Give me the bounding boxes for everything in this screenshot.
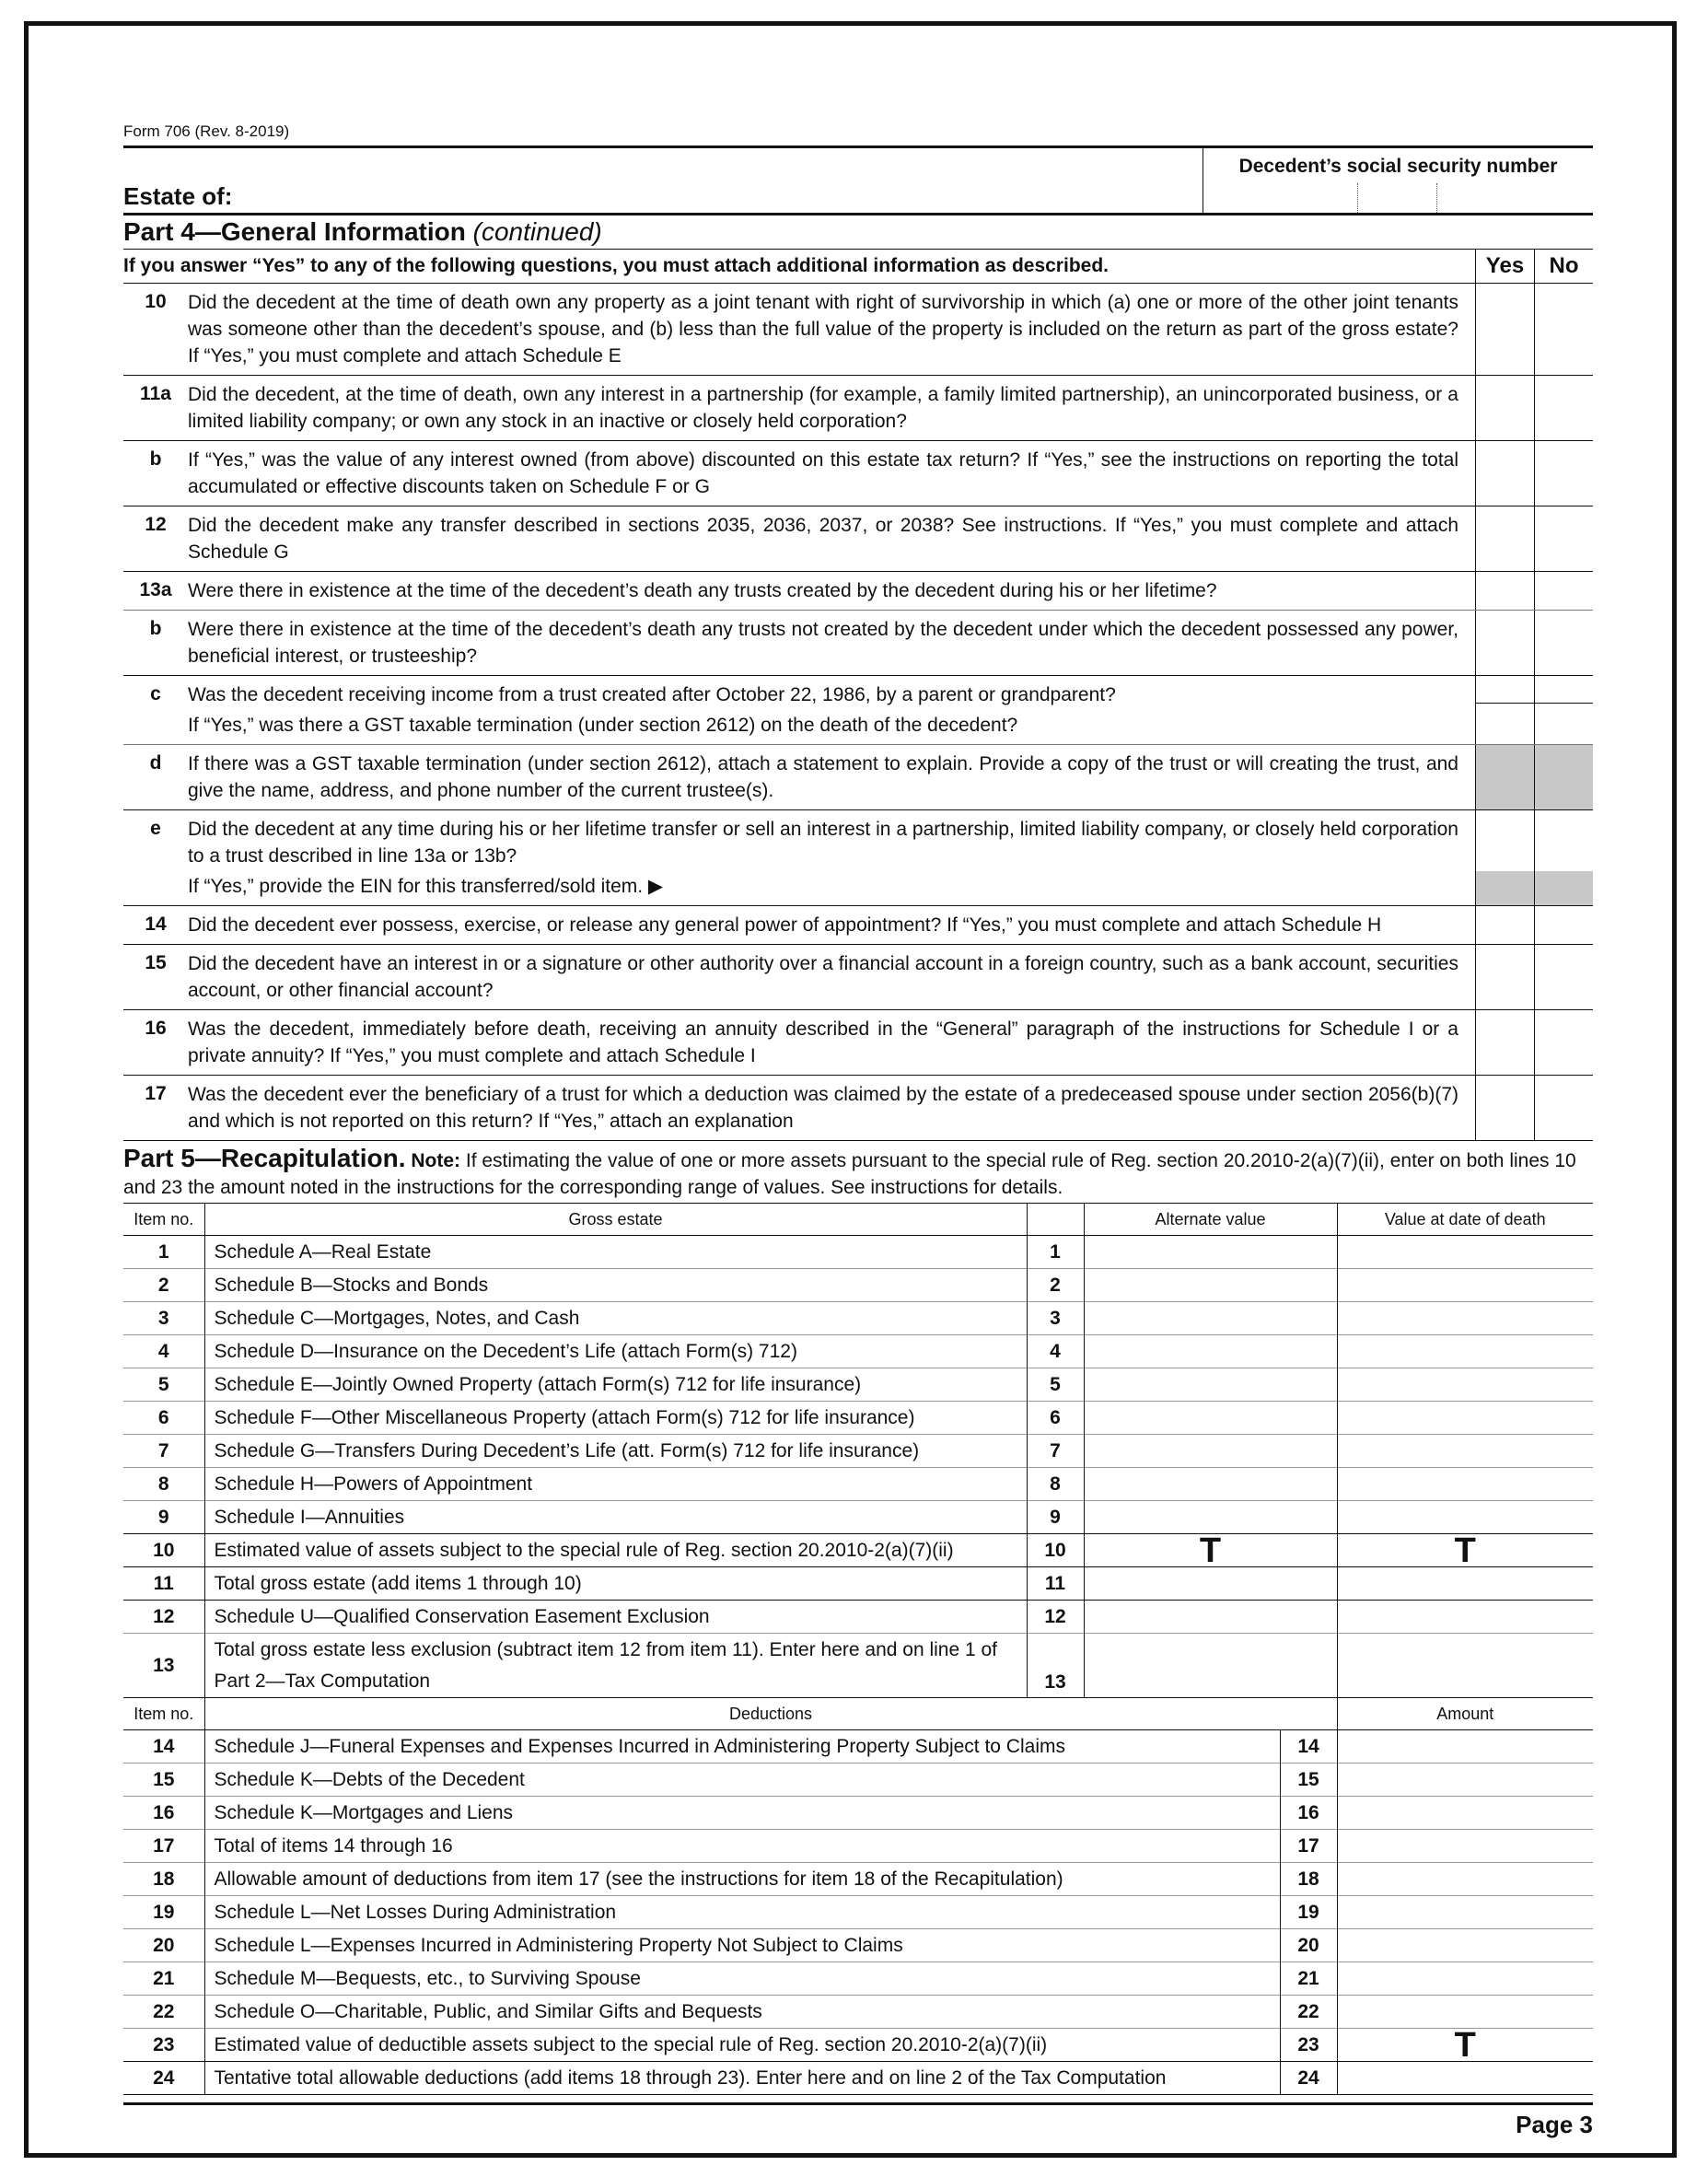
item-number: 4 <box>123 1335 204 1368</box>
item-description: Schedule E—Jointly Owned Property (attach Form(s) 712 for life insurance) <box>214 1373 862 1395</box>
line-number: 20 <box>1280 1929 1337 1962</box>
part4-instruction: If you answer “Yes” to any of the following questions, you must attach additional information as described. <box>123 255 1109 276</box>
question-text <box>188 284 1475 375</box>
gross-estate-row <box>123 1567 1593 1601</box>
alternate-value-field[interactable] <box>1084 1468 1337 1501</box>
item-number: 7 <box>123 1435 204 1468</box>
yes-checkbox[interactable] <box>1475 945 1534 1009</box>
line-number: 3 <box>1027 1302 1084 1335</box>
date-of-death-value-field[interactable] <box>1337 1567 1593 1601</box>
question-row <box>123 441 1593 506</box>
question-text-line: Were there in existence at the time of the decedent’s death any trusts not created by the decedent under which the decedent possessed any power, beneficial interest, or trusteeship? <box>188 619 1458 667</box>
question-number: 10 <box>145 291 167 312</box>
question-number: c <box>150 683 161 704</box>
item-number: 17 <box>123 1830 204 1863</box>
line-number: 5 <box>1027 1368 1084 1402</box>
yes-checkbox[interactable] <box>1475 572 1534 610</box>
date-of-death-value-field[interactable] <box>1337 1269 1593 1302</box>
yes-checkbox[interactable] <box>1475 810 1534 905</box>
item-description: Total gross estate less exclusion (subtract item 12 from item 11). Enter here and on line 1 of Part 2—Tax Computation <box>214 1638 998 1692</box>
alternate-value-field[interactable] <box>1084 1567 1337 1601</box>
deduction-row <box>123 2062 1593 2095</box>
item-number: 5 <box>123 1368 204 1402</box>
item-description: Schedule K—Debts of the Decedent <box>214 1768 525 1790</box>
item-description: Schedule K—Mortgages and Liens <box>214 1801 514 1823</box>
gross-estate-row <box>123 1501 1593 1534</box>
amount-field[interactable] <box>1337 1797 1593 1830</box>
estate-label: Estate of: <box>123 182 233 210</box>
ssn-divider <box>1436 183 1437 213</box>
item-number: 21 <box>123 1962 204 1996</box>
item-number: 11 <box>123 1567 204 1601</box>
amount-field[interactable] <box>1337 1764 1593 1797</box>
date-of-death-value-field[interactable] <box>1337 1236 1593 1269</box>
question-text <box>188 810 1475 905</box>
line-number: 14 <box>1280 1730 1337 1764</box>
question-row <box>123 945 1593 1010</box>
yes-checkbox[interactable] <box>1475 676 1534 744</box>
deductions-header: Deductions <box>204 1698 1337 1730</box>
item-number: 24 <box>123 2062 204 2095</box>
date-of-death-value-field[interactable] <box>1337 1302 1593 1335</box>
amount-field[interactable] <box>1337 1863 1593 1896</box>
form-header <box>123 146 1593 215</box>
question-followup-text: If “Yes,” was there a GST taxable termination (under section 2612) on the death of the decedent? <box>188 715 1018 736</box>
line-number: 17 <box>1280 1830 1337 1863</box>
line-number: 6 <box>1027 1402 1084 1435</box>
no-checkbox[interactable] <box>1534 906 1593 944</box>
question-row <box>123 1076 1593 1141</box>
alternate-value-field[interactable] <box>1084 1302 1337 1335</box>
question-number: b <box>149 448 162 470</box>
line-number: 21 <box>1280 1962 1337 1996</box>
gross-estate-row <box>123 1601 1593 1634</box>
ssn-divider <box>1357 183 1358 213</box>
gross-estate-row <box>123 1335 1593 1368</box>
date-of-death-value-field[interactable] <box>1337 1468 1593 1501</box>
item-number: 10 <box>123 1534 204 1567</box>
gross-estate-row <box>123 1302 1593 1335</box>
deduction-row <box>123 1830 1593 1863</box>
yes-checkbox[interactable] <box>1475 906 1534 944</box>
question-number: 14 <box>145 914 167 935</box>
item-description: Schedule L—Net Losses During Administration <box>214 1901 617 1923</box>
deduction-row <box>123 1996 1593 2029</box>
question-text <box>188 906 1475 944</box>
item-number: 23 <box>123 2029 204 2062</box>
yes-checkbox[interactable] <box>1475 441 1534 506</box>
yes-checkbox[interactable] <box>1475 1010 1534 1075</box>
item-description: Schedule A—Real Estate <box>214 1240 432 1263</box>
item-description: Schedule B—Stocks and Bonds <box>214 1274 489 1296</box>
item-number: 3 <box>123 1302 204 1335</box>
amount-field[interactable]: T <box>1337 2029 1593 2062</box>
gross-header-row <box>123 1204 1593 1236</box>
shaded-cell <box>1535 871 1593 905</box>
alternate-value-field[interactable] <box>1084 1435 1337 1468</box>
gross-estate-row <box>123 1269 1593 1302</box>
date-of-death-value-field[interactable] <box>1337 1402 1593 1435</box>
line-number: 24 <box>1280 2062 1337 2095</box>
date-of-death-value-field[interactable] <box>1337 1368 1593 1402</box>
gross-estate-row <box>123 1402 1593 1435</box>
alternate-value-field[interactable] <box>1084 1601 1337 1634</box>
ssn-field[interactable] <box>1203 148 1593 213</box>
question-text-line: Did the decedent at any time during his or her lifetime transfer or sell an interest in a partnership, limited liability company, or closely held corporation to a trust described in line 13a or 13b? <box>188 819 1458 867</box>
line-number: 4 <box>1027 1335 1084 1368</box>
no-checkbox[interactable] <box>1534 810 1593 905</box>
line-number: 18 <box>1280 1863 1337 1896</box>
question-row <box>123 810 1593 906</box>
item-no-header: Item no. <box>123 1204 204 1236</box>
question-number: b <box>149 618 162 639</box>
deduction-row <box>123 1797 1593 1830</box>
item-description: Tentative total allowable deductions (add items 18 through 23). Enter here and on line 2 of the Tax Computation <box>214 2066 1167 2089</box>
page-number: Page 3 <box>123 2102 1593 2139</box>
item-description: Total gross estate (add items 1 through 10) <box>214 1572 582 1594</box>
alternate-value-field[interactable] <box>1084 1269 1337 1302</box>
date-of-death-value-field[interactable] <box>1337 1335 1593 1368</box>
line-header <box>1027 1204 1084 1236</box>
question-row <box>123 506 1593 572</box>
alternate-value-field[interactable] <box>1084 1368 1337 1402</box>
question-text-line: Did the decedent at the time of death own any property as a joint tenant with right of survivorship in which (a) one or more of the other joint tenants was someone other than the decedent’s spouse, and (b) less than the full value of the property is included on the return as part of the gross estate? If “Yes,” you must complete and attach Schedule E <box>188 292 1458 367</box>
line-number: 12 <box>1027 1601 1084 1634</box>
answer-divider <box>1535 703 1593 704</box>
item-number: 15 <box>123 1764 204 1797</box>
deduction-row <box>123 1962 1593 1996</box>
item-number: 2 <box>123 1269 204 1302</box>
part5-title: Part 5—Recapitulation. Note: If estimating the value of one or more assets pursuant to the special rule of Reg. section 20.2010-2(a)(7)(ii), enter on both lines 10 and 23 the amount noted in the instructions for the corresponding range of values. See instructions for details. <box>123 1141 1593 1204</box>
yes-header: Yes <box>1475 250 1534 283</box>
gross-estate-row <box>123 1468 1593 1501</box>
question-row <box>123 745 1593 810</box>
gross-estate-row <box>123 1634 1593 1698</box>
amount-field[interactable] <box>1337 1830 1593 1863</box>
question-text <box>188 1076 1475 1140</box>
item-description: Estimated value of assets subject to the special rule of Reg. section 20.2010-2(a)(7)(ii) <box>214 1539 954 1561</box>
line-number: 19 <box>1280 1896 1337 1929</box>
line-number: 22 <box>1280 1996 1337 2029</box>
question-text-line: If there was a GST taxable termination (under section 2612), attach a statement to explain. Provide a copy of the trust or will creating the trust, and give the name, address, and phone number of the current trustee(s). <box>188 753 1458 801</box>
amount-field[interactable] <box>1337 1896 1593 1929</box>
no-checkbox[interactable] <box>1534 506 1593 571</box>
line-number: 11 <box>1027 1567 1084 1601</box>
yes-checkbox[interactable] <box>1475 284 1534 375</box>
question-number: 13a <box>139 579 172 600</box>
gross-estate-row <box>123 1368 1593 1402</box>
alternate-value-field[interactable] <box>1084 1335 1337 1368</box>
date-of-death-value-field[interactable]: T <box>1337 1534 1593 1567</box>
question-row <box>123 376 1593 441</box>
item-description: Schedule M—Bequests, etc., to Surviving Spouse <box>214 1967 641 1989</box>
deduction-row <box>123 1929 1593 1962</box>
question-number: 16 <box>145 1018 167 1039</box>
question-text-line: Was the decedent receiving income from a trust created after October 22, 1986, by a parent or grandparent? <box>188 684 1116 705</box>
deduction-row <box>123 1730 1593 1764</box>
no-checkbox[interactable] <box>1534 572 1593 610</box>
item-number: 14 <box>123 1730 204 1764</box>
question-row <box>123 572 1593 611</box>
question-text <box>188 441 1475 506</box>
part4-title: Part 4—General Information (continued) <box>123 215 1593 250</box>
form-page <box>123 118 1593 2139</box>
line-number: 7 <box>1027 1435 1084 1468</box>
question-number: 12 <box>145 514 167 535</box>
no-checkbox[interactable] <box>1534 611 1593 675</box>
question-row <box>123 611 1593 676</box>
item-description: Allowable amount of deductions from item 17 (see the instructions for item 18 of the Recapitulation) <box>214 1868 1063 1890</box>
alternate-value-field[interactable] <box>1084 1402 1337 1435</box>
amount-field[interactable] <box>1337 1962 1593 1996</box>
question-text-line: Did the decedent, at the time of death, own any interest in a partnership (for example, a family limited partnership), an unincorporated business, or a limited liability company; or own any stock in an inactive or closely held corporation? <box>188 384 1458 432</box>
date-of-death-value-field[interactable] <box>1337 1501 1593 1534</box>
deductions-table <box>123 1698 1593 2095</box>
deduction-row <box>123 1896 1593 1929</box>
item-description: Total of items 14 through 16 <box>214 1834 453 1857</box>
part4-instruction-row <box>123 250 1593 284</box>
item-description: Schedule G—Transfers During Decedent’s Life (att. Form(s) 712 for life insurance) <box>214 1439 920 1461</box>
yes-checkbox <box>1475 745 1534 809</box>
question-text <box>188 945 1475 1009</box>
question-followup-text: If “Yes,” provide the EIN for this transferred/sold item. ▶ <box>188 876 664 897</box>
no-checkbox[interactable] <box>1534 284 1593 375</box>
item-description: Schedule U—Qualified Conservation Easement Exclusion <box>214 1605 710 1627</box>
gross-estate-row <box>123 1435 1593 1468</box>
question-row <box>123 284 1593 376</box>
item-description: Schedule I—Annuities <box>214 1506 405 1528</box>
line-number: 10 <box>1027 1534 1084 1567</box>
yes-checkbox[interactable] <box>1475 1076 1534 1140</box>
question-number: d <box>149 752 162 774</box>
alternate-value-field[interactable]: T <box>1084 1534 1337 1567</box>
item-description: Schedule H—Powers of Appointment <box>214 1473 533 1495</box>
item-description: Schedule O—Charitable, Public, and Similar Gifts and Bequests <box>214 2000 762 2022</box>
question-text <box>188 611 1475 675</box>
line-number: 13 <box>1027 1634 1084 1698</box>
deduction-row <box>123 2029 1593 2062</box>
item-no-header: Item no. <box>123 1698 204 1730</box>
item-number: 20 <box>123 1929 204 1962</box>
line-number: 8 <box>1027 1468 1084 1501</box>
question-text-line: Did the decedent ever possess, exercise, or release any general power of appointment? If “Yes,” you must complete and attach Schedule H <box>188 914 1382 936</box>
question-text-line: If “Yes,” was the value of any interest owned (from above) discounted on this estate tax return? If “Yes,” see the instructions on reporting the total accumulated or effective discounts taken on Schedule F or G <box>188 449 1458 497</box>
deduction-row <box>123 1764 1593 1797</box>
item-number: 9 <box>123 1501 204 1534</box>
no-header: No <box>1534 250 1593 283</box>
question-number: 15 <box>145 952 167 973</box>
item-number: 13 <box>123 1634 204 1698</box>
item-number: 1 <box>123 1236 204 1269</box>
amount-field[interactable] <box>1337 1996 1593 2029</box>
question-text-line: Did the decedent make any transfer described in sections 2035, 2036, 2037, or 2038? See instructions. If “Yes,” you must complete and attach Schedule G <box>188 515 1458 563</box>
line-number: 16 <box>1280 1797 1337 1830</box>
question-row <box>123 1010 1593 1076</box>
amount-field[interactable] <box>1337 2062 1593 2095</box>
gross-estate-row <box>123 1534 1593 1567</box>
date-of-death-value-field[interactable] <box>1337 1634 1593 1698</box>
deductions-header-row <box>123 1698 1593 1730</box>
item-number: 8 <box>123 1468 204 1501</box>
question-text-line: Was the decedent, immediately before death, receiving an annuity described in the “General” paragraph of the instructions for Schedule I or a private annuity? If “Yes,” you must complete and attach Schedule I <box>188 1019 1458 1066</box>
item-description: Schedule J—Funeral Expenses and Expenses Incurred in Administering Property Subject to Claims <box>214 1735 1065 1757</box>
item-description: Schedule D—Insurance on the Decedent’s Life (attach Form(s) 712) <box>214 1340 797 1362</box>
question-number: 11a <box>140 383 171 404</box>
item-number: 19 <box>123 1896 204 1929</box>
no-checkbox[interactable] <box>1534 376 1593 440</box>
question-text <box>188 506 1475 571</box>
item-description: Schedule C—Mortgages, Notes, and Cash <box>214 1307 580 1329</box>
alternate-value-field[interactable] <box>1084 1634 1337 1698</box>
amount-field[interactable] <box>1337 1929 1593 1962</box>
date-of-death-header: Value at date of death <box>1384 1209 1546 1228</box>
no-checkbox[interactable] <box>1534 945 1593 1009</box>
no-checkbox[interactable] <box>1534 441 1593 506</box>
date-of-death-value-field[interactable] <box>1337 1601 1593 1634</box>
line-number: 2 <box>1027 1269 1084 1302</box>
no-checkbox <box>1534 745 1593 809</box>
question-list <box>123 284 1593 1141</box>
item-number: 12 <box>123 1601 204 1634</box>
no-checkbox[interactable] <box>1534 1076 1593 1140</box>
no-checkbox[interactable] <box>1534 1010 1593 1075</box>
question-text <box>188 376 1475 440</box>
question-text-line: Did the decedent have an interest in or a signature or other authority over a financial account in a foreign country, such as a bank account, securities account, or other financial account? <box>188 953 1458 1001</box>
item-number: 22 <box>123 1996 204 2029</box>
item-number: 18 <box>123 1863 204 1896</box>
question-text <box>188 1010 1475 1075</box>
ssn-label: Decedent’s social security number <box>1238 156 1558 177</box>
question-text <box>188 676 1475 744</box>
question-row <box>123 676 1593 745</box>
line-number: 15 <box>1280 1764 1337 1797</box>
question-text-line: Was the decedent ever the beneficiary of a trust for which a deduction was claimed by the estate of a predeceased spouse under section 2056(b)(7) and which is not reported on this return? If “Yes,” attach an explanation <box>188 1084 1458 1132</box>
amount-field[interactable] <box>1337 1730 1593 1764</box>
alternate-value-field[interactable] <box>1084 1236 1337 1269</box>
question-text <box>188 572 1475 610</box>
gross-estate-header: Gross estate <box>204 1204 1027 1236</box>
item-description: Estimated value of deductible assets subject to the special rule of Reg. section 20.2010-2(a)(7)(ii) <box>214 2033 1048 2055</box>
line-number: 23 <box>1280 2029 1337 2062</box>
shaded-cell <box>1476 871 1534 905</box>
alternate-value-field[interactable] <box>1084 1501 1337 1534</box>
question-row <box>123 906 1593 945</box>
gross-estate-table <box>123 1204 1593 1698</box>
alternate-value-header: Alternate value <box>1084 1204 1337 1236</box>
question-number: 17 <box>145 1083 167 1104</box>
line-number: 9 <box>1027 1501 1084 1534</box>
item-number: 16 <box>123 1797 204 1830</box>
form-id: Form 706 (Rev. 8-2019) <box>123 122 290 140</box>
yes-checkbox[interactable] <box>1475 506 1534 571</box>
line-number: 1 <box>1027 1236 1084 1269</box>
item-description: Schedule F—Other Miscellaneous Property (attach Form(s) 712 for life insurance) <box>214 1406 915 1428</box>
yes-checkbox[interactable] <box>1475 376 1534 440</box>
item-description: Schedule L—Expenses Incurred in Administering Property Not Subject to Claims <box>214 1934 903 1956</box>
amount-header: Amount <box>1436 1704 1494 1723</box>
date-of-death-value-field[interactable] <box>1337 1435 1593 1468</box>
gross-estate-row <box>123 1236 1593 1269</box>
no-checkbox[interactable] <box>1534 676 1593 744</box>
question-text <box>188 745 1475 809</box>
item-number: 6 <box>123 1402 204 1435</box>
answer-divider <box>1476 703 1534 704</box>
yes-checkbox[interactable] <box>1475 611 1534 675</box>
question-text-line: Were there in existence at the time of the decedent’s death any trusts created by the decedent during his or her lifetime? <box>188 580 1217 601</box>
deduction-row <box>123 1863 1593 1896</box>
question-number: e <box>150 818 161 839</box>
